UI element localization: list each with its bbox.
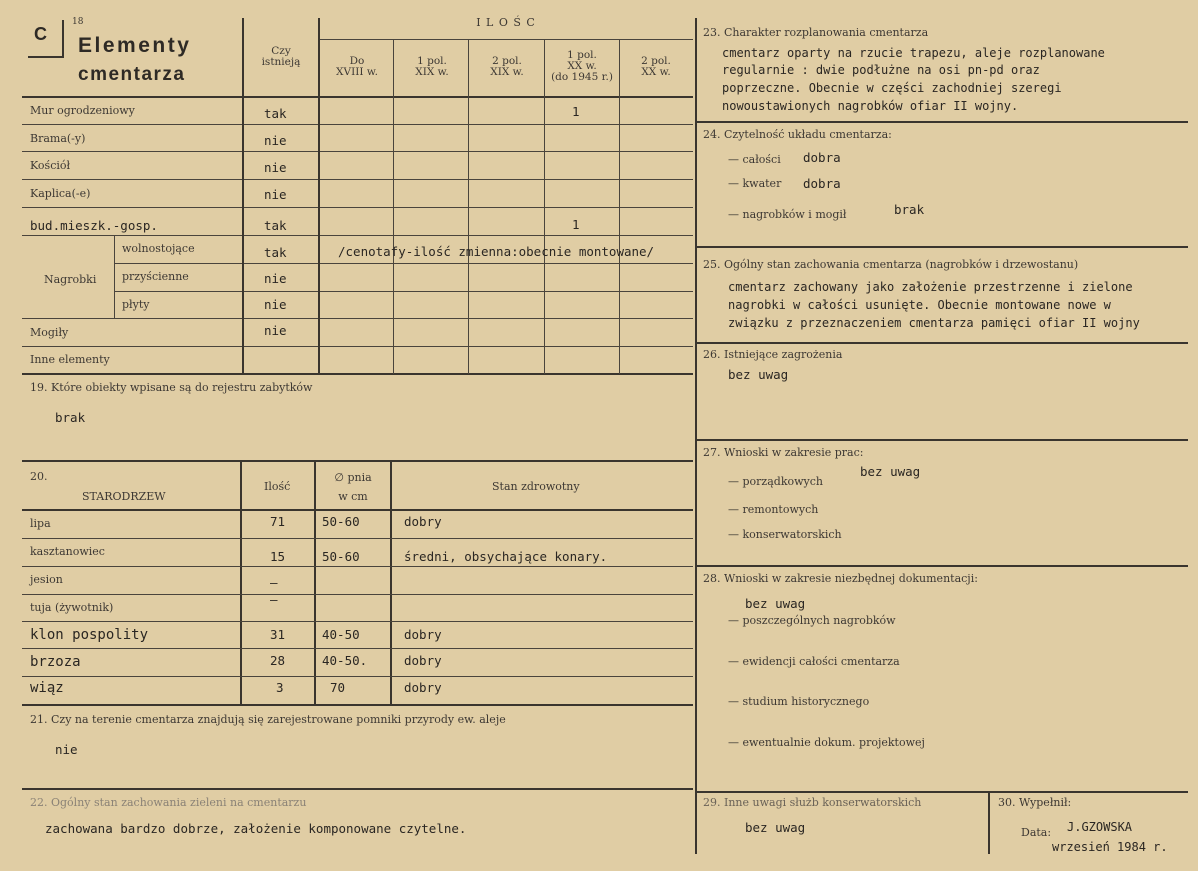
tree-count-kasztanowiec: 15 — [270, 549, 286, 564]
q30-name: J.GZOWSKA — [1067, 820, 1133, 834]
tree-count-jesion: – — [270, 575, 278, 590]
trees-number: 20. — [30, 470, 48, 483]
q22-label: 22. Ogólny stan zachowania zieleni na cmentarzu — [30, 796, 307, 809]
element-exists-brama: nie — [264, 133, 287, 148]
tree-count-wiaz: 3 — [276, 680, 284, 695]
q24-kwater-value: dobra — [803, 176, 841, 191]
tree-count-klon: 31 — [270, 627, 286, 642]
element-exists-mur: tak — [264, 106, 287, 121]
trees-col-stan: Stan zdrowotny — [492, 480, 580, 493]
q30-date-label: Data: — [1021, 826, 1052, 839]
nagrobki-wolnostojace-label: wolnostojące — [122, 242, 195, 255]
element-label-kaplica: Kaplica(-e) — [30, 187, 91, 200]
q24-calosci-value: dobra — [803, 150, 841, 165]
q24-kwater-label: — kwater — [728, 177, 782, 190]
tree-name-klon: klon pospolity — [30, 627, 149, 643]
q25-line1: cmentarz zachowany jako założenie przestrzenne i zielone — [728, 280, 1133, 294]
q23-line1: cmentarz oparty na rzucie trapezu, aleje rozplanowane — [722, 46, 1105, 60]
section-title-line2: cmentarza — [78, 64, 186, 85]
tree-count-lipa: 71 — [270, 514, 286, 529]
tree-count-tuja: – — [270, 592, 278, 607]
q28-item-projektowej: — ewentualnie dokum. projektowej — [728, 736, 925, 749]
q19-answer: brak — [55, 410, 86, 425]
element-count-mur: 1 — [572, 104, 580, 119]
q23-label: 23. Charakter rozplanowania cmentarza — [703, 26, 929, 39]
section-letter: C — [34, 24, 47, 44]
tree-diameter-lipa: 50-60 — [322, 514, 360, 529]
tree-name-lipa: lipa — [30, 517, 51, 530]
tree-diameter-brzoza: 40-50. — [322, 653, 368, 668]
q24-nagrobkow-value: brak — [894, 202, 925, 217]
tree-health-brzoza: dobry — [404, 653, 442, 668]
nagrobki-wolnostojace-exists: tak — [264, 245, 287, 260]
element-label-mur: Mur ogrodzeniowy — [30, 104, 135, 117]
tree-name-kasztanowiec: kasztanowiec — [30, 545, 105, 558]
q24-label: 24. Czytelność układu cmentarza: — [703, 128, 892, 141]
q23-line2: regularnie : dwie podłużne na osi pn-pd oraz — [722, 63, 1040, 77]
element-label-inne: Inne elementy — [30, 353, 110, 366]
q27-answer: bez uwag — [860, 464, 921, 479]
element-exists-mogily: nie — [264, 323, 287, 338]
tree-health-lipa: dobry — [404, 514, 442, 529]
element-label-brama: Brama(-y) — [30, 132, 86, 145]
q22-answer: zachowana bardzo dobrze, założenie komponowane czytelne. — [45, 821, 467, 836]
tree-name-brzoza: brzoza — [30, 654, 81, 670]
element-label-budynek: bud.mieszk.-gosp. — [30, 218, 158, 233]
q25-line3: związku z przeznaczeniem cmentarza pamięci ofiar II wojny — [728, 316, 1140, 330]
element-exists-budynek: tak — [264, 218, 287, 233]
q19-label: 19. Które obiekty wpisane są do rejestru zabytków — [30, 381, 313, 394]
nagrobki-note: /cenotafy-ilość zmienna:obecnie montowane/ — [338, 244, 655, 259]
tree-name-tuja: tuja (żywotnik) — [30, 601, 114, 614]
q24-calosci-label: — całości — [728, 153, 781, 166]
tree-diameter-wiaz: 70 — [330, 680, 346, 695]
section-title-line1: Elementy — [78, 34, 192, 57]
element-exists-kaplica: nie — [264, 187, 287, 202]
element-label-kosciol: Kościół — [30, 159, 71, 172]
q26-label: 26. Istniejące zagrożenia — [703, 348, 843, 361]
trees-title: STARODRZEW — [82, 490, 166, 503]
tree-name-wiaz: wiąz — [30, 680, 64, 696]
tree-health-klon: dobry — [404, 627, 442, 642]
nagrobki-przyscienne-exists: nie — [264, 271, 287, 286]
tree-diameter-klon: 40-50 — [322, 627, 360, 642]
nagrobki-plyty-label: płyty — [122, 298, 150, 311]
q28-answer: bez uwag — [745, 596, 806, 611]
section-letter-box — [28, 20, 64, 58]
col-period-3: 2 pol. XIX w. — [490, 55, 524, 78]
tree-health-wiaz: dobry — [404, 680, 442, 695]
nagrobki-plyty-exists: nie — [264, 297, 287, 312]
tree-diameter-kasztanowiec: 50-60 — [322, 549, 360, 564]
q27-label: 27. Wnioski w zakresie prac: — [703, 446, 864, 459]
q28-item-ewidencji: — ewidencji całości cmentarza — [728, 655, 900, 668]
col-period-2: 1 pol. XIX w. — [415, 55, 449, 78]
q30-date: wrzesień 1984 r. — [1052, 840, 1168, 854]
nagrobki-label: Nagrobki — [44, 273, 97, 286]
q29-answer: bez uwag — [745, 820, 806, 835]
col-czy-istnieja: Czy istnieją — [261, 45, 301, 68]
element-count-budynek: 1 — [572, 217, 580, 232]
col-ilosc-header: I L O Ś C — [476, 16, 536, 29]
q24-nagrobkow-label: — nagrobków i mogił — [728, 208, 847, 221]
trees-col-ilosc: Ilość — [264, 480, 291, 493]
nagrobki-przyscienne-label: przyścienne — [122, 270, 189, 283]
element-exists-kosciol: nie — [264, 160, 287, 175]
col-period-5: 2 pol. XX w. — [641, 55, 671, 78]
q27-item-remontowych: — remontowych — [728, 503, 819, 516]
q23-line3: poprzeczne. Obecnie w części zachodniej szeregi — [722, 81, 1062, 95]
q25-label: 25. Ogólny stan zachowania cmentarza (nagrobków i drzewostanu) — [703, 258, 1079, 271]
q28-label: 28. Wnioski w zakresie niezbędnej dokumentacji: — [703, 572, 978, 585]
q23-line4: nowoustawionych nagrobków ofiar II wojny. — [722, 99, 1019, 113]
q21-answer: nie — [55, 742, 78, 757]
trees-col-diameter: ∅ pnia w cm — [334, 471, 372, 503]
element-label-mogily: Mogiły — [30, 326, 69, 339]
q28-item-studium: — studium historycznego — [728, 695, 870, 708]
q27-item-porzadkowych: — porządkowych — [728, 475, 823, 488]
col-period-1: Do XVIII w. — [336, 55, 378, 78]
section-number: 18 — [72, 17, 84, 27]
q21-label: 21. Czy na terenie cmentarza znajdują się zarejestrowane pomniki przyrody ew. aleje — [30, 713, 506, 726]
q30-label: 30. Wypełnił: — [998, 796, 1072, 809]
tree-health-kasztanowiec: średni, obsychające konary. — [404, 549, 608, 564]
q25-line2: nagrobki w całości usunięte. Obecnie montowane nowe w — [728, 298, 1111, 312]
tree-count-brzoza: 28 — [270, 653, 286, 668]
tree-name-jesion: jesion — [30, 573, 63, 586]
q27-item-konserwatorskich: — konserwatorskich — [728, 528, 842, 541]
col-period-4: 1 pol. XX w. (do 1945 r.) — [551, 49, 613, 83]
q29-label: 29. Inne uwagi służb konserwatorskich — [703, 796, 922, 809]
q28-item-nagrobkow: — poszczególnych nagrobków — [728, 614, 896, 627]
q26-answer: bez uwag — [728, 367, 789, 382]
